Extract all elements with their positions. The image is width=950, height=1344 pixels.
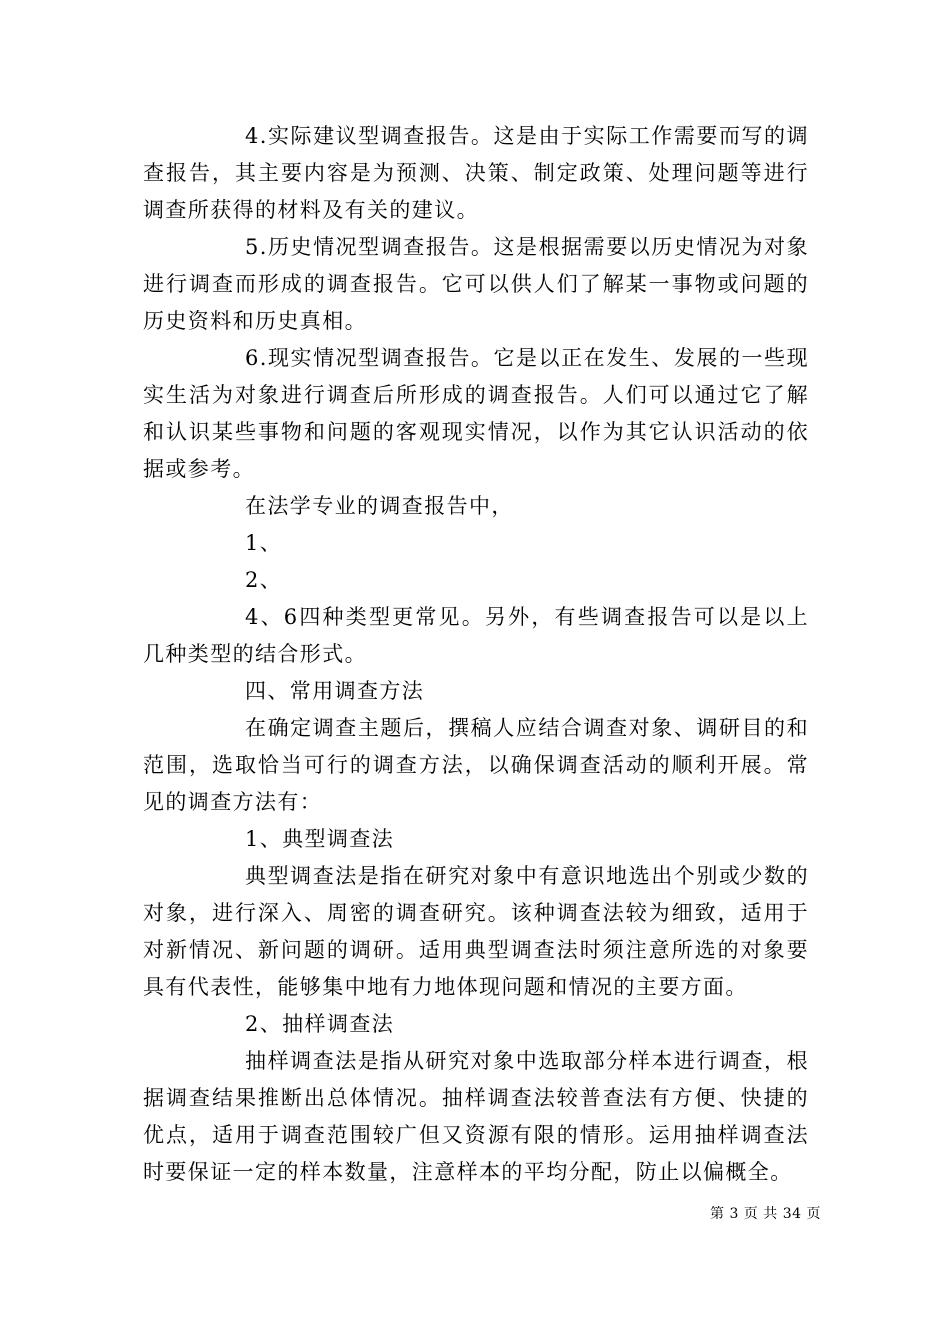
subheading-sampling-survey: 2、抽样调查法 xyxy=(245,1012,395,1036)
paragraph-methods-intro: 在确定调查主题后，撰稿人应结合调查对象、调研目的和范围，选取恰当可行的调查方法，以确保调查活动的顺利开展。常见的调查方法有： xyxy=(143,716,809,814)
section-heading-methods: 四、常用调查方法 xyxy=(245,679,425,703)
subheading-typical-survey: 1、典型调查法 xyxy=(245,827,395,851)
paragraph-law-major-intro: 在法学专业的调查报告中， xyxy=(245,494,514,518)
paragraph-historical-report: 5.历史情况型调查报告。这是根据需要以历史情况为对象进行调查而形成的调查报告。它可以供人们了解某一事物或问题的历史资料和历史真相。 xyxy=(143,235,809,333)
paragraph-typical-survey: 典型调查法是指在研究对象中有意识地选出个别或少数的对象，进行深入、周密的调查研究。该种调查法较为细致，适用于对新情况、新问题的调研。适用典型调查法时须注意所选的对象要具有代表性，能够集中地有力地体现问题和情况的主要方面。 xyxy=(143,864,809,999)
paragraph-practical-advice-report: 4.实际建议型调查报告。这是由于实际工作需要而写的调查报告，其主要内容是为预测、决策、制定政策、处理问题等进行调查所获得的材料及有关的建议。 xyxy=(143,124,809,222)
page-number-footer: 第 3 页 共 34 页 xyxy=(710,1206,821,1222)
list-item-1: 1、 xyxy=(245,531,283,555)
paragraph-common-types: 4、6四种类型更常见。另外，有些调查报告可以是以上几种类型的结合形式。 xyxy=(143,605,809,666)
list-item-2: 2、 xyxy=(245,568,283,592)
paragraph-current-situation-report: 6.现实情况型调查报告。它是以正在发生、发展的一些现实生活为对象进行调查后所形成的调查报告。人们可以通过它了解和认识某些事物和问题的客观现实情况，以作为其它认识活动的依据或参考。 xyxy=(143,346,809,481)
document-body xyxy=(143,118,809,1191)
paragraph-sampling-survey: 抽样调查法是指从研究对象中选取部分样本进行调查，根据调查结果推断出总体情况。抽样调查法较普查法有方便、快捷的优点，适用于调查范围较广但又资源有限的情形。运用抽样调查法时要保证一定的样本数量，注意样本的平均分配，防止以偏概全。 xyxy=(143,1049,809,1184)
